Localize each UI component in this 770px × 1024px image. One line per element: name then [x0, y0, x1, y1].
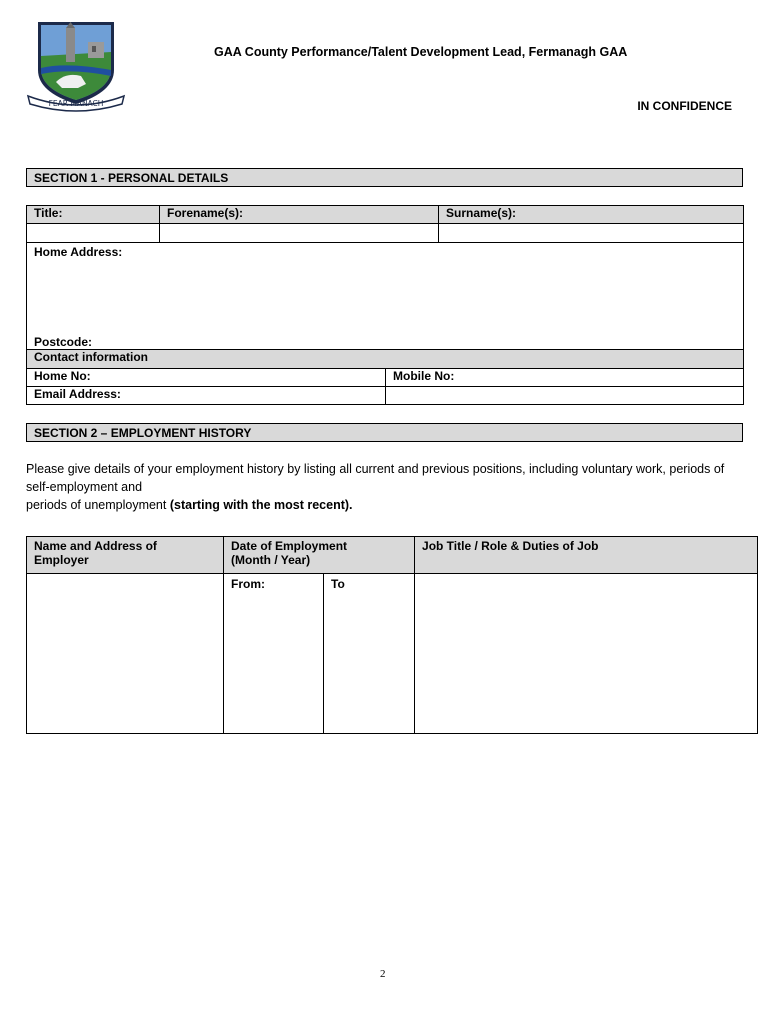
forename-label: Forename(s): — [160, 206, 439, 224]
employer-header-line-1: Name and Address of — [34, 539, 157, 553]
from-label: From: — [231, 577, 265, 591]
from-date-field[interactable] — [224, 574, 324, 734]
home-no-label: Home No: — [34, 369, 91, 383]
job-column-header: Job Title / Role & Duties of Job — [415, 537, 758, 574]
email-address-field[interactable] — [386, 387, 744, 405]
employment-history-table — [26, 536, 758, 734]
surname-label: Surname(s): — [439, 206, 744, 224]
svg-text:FEAR MANACH: FEAR MANACH — [48, 99, 104, 108]
confidentiality-label: IN CONFIDENCE — [637, 99, 732, 113]
document-title: GAA County Performance/Talent Development Lead, Fermanagh GAA — [214, 45, 628, 59]
home-address-label: Home Address: — [34, 245, 123, 259]
title-field[interactable] — [27, 224, 160, 243]
job-duties-field[interactable] — [415, 574, 758, 734]
contact-information-heading: Contact information — [27, 350, 744, 369]
instructions-line-1: Please give details of your employment history by listing all current and previous positions, including voluntary work, periods of self-employment and — [26, 462, 725, 494]
date-header-line-2: (Month / Year) — [231, 553, 311, 567]
date-header-line-1: Date of Employment — [231, 539, 348, 553]
instructions-bold-text: (starting with the most recent). — [169, 498, 353, 512]
postcode-label: Postcode: — [34, 335, 93, 349]
forename-field[interactable] — [160, 224, 439, 243]
instructions-line-2 — [26, 496, 741, 514]
home-address-field[interactable] — [27, 243, 744, 350]
employer-field[interactable] — [27, 574, 224, 734]
employer-column-header — [27, 537, 224, 574]
mobile-no-field[interactable] — [386, 369, 744, 387]
page-number: 2 — [380, 968, 386, 980]
employment-history-instructions — [26, 460, 741, 514]
home-no-field[interactable] — [27, 369, 386, 387]
email-address-label-cell — [27, 387, 386, 405]
instructions-plain-text: periods of unemployment — [26, 498, 170, 512]
date-column-header — [224, 537, 415, 574]
surname-field[interactable] — [439, 224, 744, 243]
email-address-label: Email Address: — [34, 387, 121, 401]
fermanagh-crest-logo — [26, 18, 126, 114]
personal-details-table — [26, 205, 744, 405]
section-2-heading: SECTION 2 – EMPLOYMENT HISTORY — [26, 423, 743, 442]
to-label: To — [331, 577, 345, 591]
mobile-no-label: Mobile No: — [393, 369, 455, 383]
employer-header-line-2: Employer — [34, 553, 89, 567]
title-label: Title: — [27, 206, 160, 224]
to-date-field[interactable] — [324, 574, 415, 734]
section-1-heading: SECTION 1 - PERSONAL DETAILS — [26, 168, 743, 187]
